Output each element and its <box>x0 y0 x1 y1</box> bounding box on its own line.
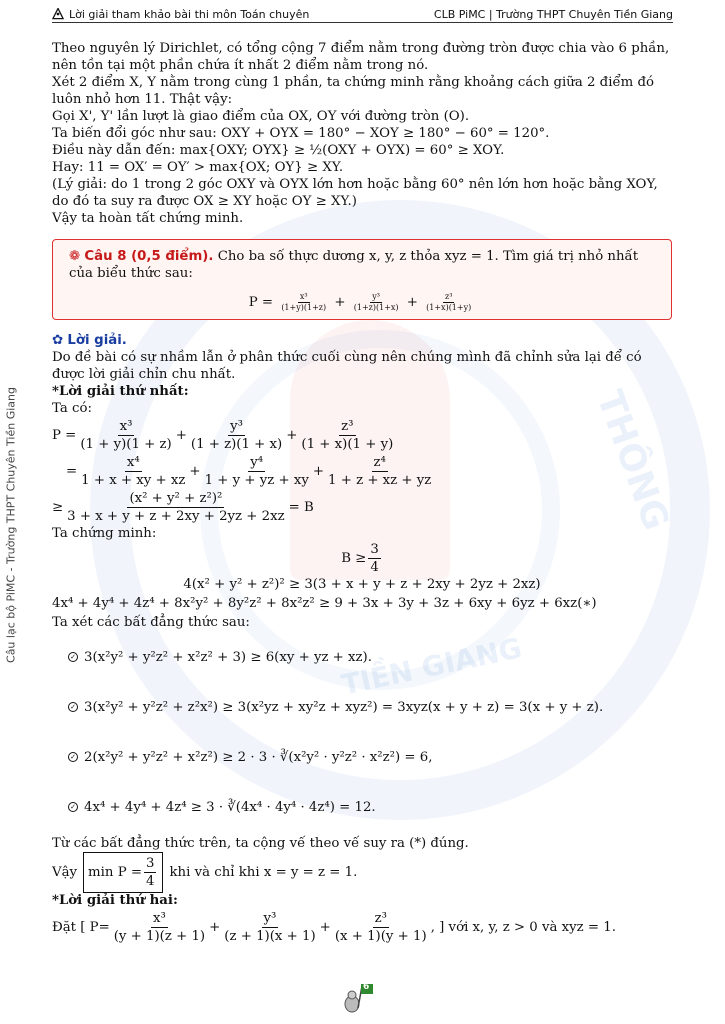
math-second-line: Đặt [ P= $\frac{\text{x³}}{(y + 1)(z + 1)}$ + $\frac{\text{y³}}{(z + 1)(x + 1)}$ + $\frac{\text{z³}}{(x + 1)(y + 1)}$ , ] với x, y, z > 0 và xyz = 1. <box>52 910 616 944</box>
question-box <box>52 239 672 320</box>
page-number-badge <box>340 982 380 1014</box>
question-icon: ❁ <box>69 249 81 264</box>
paragraph-conclusion-inequality: Hay: 11 = OX′ = OY′ > max{OX; OY} ≥ XY. <box>52 160 344 175</box>
paragraph-proof-complete: Vậy ta hoàn tất chứng minh. <box>52 211 244 226</box>
header-title-right: CLB PiMC | Trường THPT Chuyên Tiền Giang <box>433 7 673 21</box>
paragraph-define-points: Gọi X', Y' lần lượt là giao điểm của OX, OY với đường tròn (O). <box>52 109 470 124</box>
ta-chung-minh-label: Ta chứng minh: <box>52 526 157 541</box>
min-result-line: Vậy min P = $\frac{3}{4}$ khi và chỉ khi x = y = z = 1. <box>52 852 672 892</box>
question-text: Cho ba số thực dương x, y, z thỏa xyz = 1. Tìm giá trị nhỏ nhất của biểu thức sau: <box>69 249 639 281</box>
club-logo-icon <box>52 8 64 20</box>
page-header <box>52 6 673 23</box>
formula-term-3: $\frac{\text{z³}}{(1+x)(1+y)}$ <box>426 292 472 312</box>
question-formula: P = $\frac{\text{x³}}{(1+y)(1+z)}$ + $\frac{\text{y³}}{(1+z)(1+x)}$ + $\frac{\text{z³}}{(1+x)(1+y)}$ <box>248 292 472 312</box>
paragraph-angle-transform: Ta biến đổi góc như sau: OXY + OYX = 180° − XOY ≥ 180° − 60° = 120°. <box>52 126 550 141</box>
inequality-item-4: ✓ 4x⁴ + 4y⁴ + 4z⁴ ≥ 3 · ∛(4x⁴ · 4y⁴ · 4z⁴) = 12. <box>68 789 672 825</box>
min-result-box: min P = $\frac{3}{4}$ <box>83 852 163 893</box>
solution-intro: Do đề bài có sự nhầm lẫn ở phân thức cuối cùng nên chúng mình đã chỉnh sửa lại để có được lời giải chỉn chu nhất. <box>52 350 642 382</box>
formula-term-1: $\frac{\text{x³}}{(1+y)(1+z)}$ <box>281 292 327 312</box>
check-icon: ✓ <box>68 702 78 712</box>
inequality-item-2: ✓ 3(x²y² + y²z² + z²x²) ≥ 3(x²yz + xy²z + xyz²) = 3xyz(x + y + z) = 3(x + y + z). <box>68 689 672 725</box>
inequality-item-3: ✓ 2(x²y² + y²z² + x²z²) ≥ 2 · 3 · ∛(x²y² · y²z² · x²z²) = 6, <box>68 739 672 775</box>
header-left <box>52 8 309 21</box>
math-line-3: ≥ $\frac{\text{(x² + y² + z²)²}}{3 + x + y + z + 2xy + 2yz + 2xz}$ = B <box>52 490 314 524</box>
math-line-1: P = $\frac{\text{x³}}{(1 + y)(1 + z)}$ + $\frac{\text{y³}}{(1 + z)(1 + x)}$ + $\frac{\text{z³}}{(1 + x)(1 + y)}$ <box>52 418 394 452</box>
header-title-left: Lời giải tham khảo bài thi môn Toán chuyên <box>69 7 310 21</box>
formula-lhs: P = <box>248 295 274 310</box>
mascot-flag-icon <box>340 982 380 1014</box>
question-label: Câu 8 (0,5 điểm). <box>84 249 214 264</box>
paragraph-dirichlet: Theo nguyên lý Dirichlet, có tổng cộng 7 điểm nằm trong đường tròn được chia vào 6 phần, nên tồn tại một phần chứa ít nhất 2 điểm nằm trong nó. <box>52 41 670 73</box>
paragraph-consider-points: Xét 2 điểm X, Y nằm trong cùng 1 phần, ta chứng minh rằng khoảng cách giữa 2 điểm đó luôn nhỏ hơn 11. Thật vậy: <box>52 75 654 107</box>
page-content <box>52 40 672 945</box>
paragraph-explanation: (Lý giải: do 1 trong 2 góc OXY và OYX lớn hơn hoặc bằng 60° nên lớn hơn hoặc bằng XOY, do đó ta suy ra được OX ≥ XY hoặc OY ≥ XY.) <box>52 177 658 209</box>
side-label-text: Câu lạc bộ PiMC - Trường THPT Chuyên Tiền Giang <box>4 387 18 663</box>
ta-xet-label: Ta xét các bất đẳng thức sau: <box>52 615 250 630</box>
math-b-ge: B ≥ $\frac{3}{4}$ <box>341 541 379 575</box>
watermark-word-tiengiang: TIỀN GIANG <box>338 631 525 702</box>
first-solution-title: *Lời giải thứ nhất: <box>52 384 189 399</box>
check-icon: ✓ <box>68 752 78 762</box>
math-eq-1: 4(x² + y² + z²)² ≥ 3(3 + x + y + z + 2xy + 2yz + 2xz) <box>183 577 541 592</box>
solution-icon: ✿ <box>52 333 64 348</box>
math-eq-2: 4x⁴ + 4y⁴ + 4z⁴ + 8x²y² + 8y²z² + 8x²z² ≥ 9 + 3x + 3y + 3z + 6xy + 6yz + 6xz(∗) <box>52 596 597 611</box>
second-solution-title: *Lời giải thứ hai: <box>52 893 178 908</box>
page-number: 6 <box>363 982 370 992</box>
formula-term-2: $\frac{\text{y³}}{(1+z)(1+x)}$ <box>353 292 399 312</box>
side-label <box>4 360 18 690</box>
check-icon: ✓ <box>68 652 78 662</box>
math-line-2: = $\frac{\text{x⁴}}{1 + x + xy + xz}$ + $\frac{\text{y⁴}}{1 + y + yz + xy}$ + $\frac{\text{z⁴}}{1 + z + xz + yz}$ <box>66 454 432 488</box>
watermark-word-thong: THÔNG <box>588 385 677 536</box>
check-icon: ✓ <box>68 802 78 812</box>
ta-co-label: Ta có: <box>52 401 92 416</box>
inequality-item-1: ✓ 3(x²y² + y²z² + x²z² + 3) ≥ 6(xy + yz + xz). <box>68 639 672 675</box>
solution-title: Lời giải. <box>67 333 127 348</box>
sum-statement: Từ các bất đẳng thức trên, ta cộng vế theo vế suy ra (*) đúng. <box>52 836 469 851</box>
paragraph-implies-max: Điều này dẫn đến: max{OXY; OYX} ≥ ½(OXY + OYX) = 60° ≥ XOY. <box>52 143 505 158</box>
